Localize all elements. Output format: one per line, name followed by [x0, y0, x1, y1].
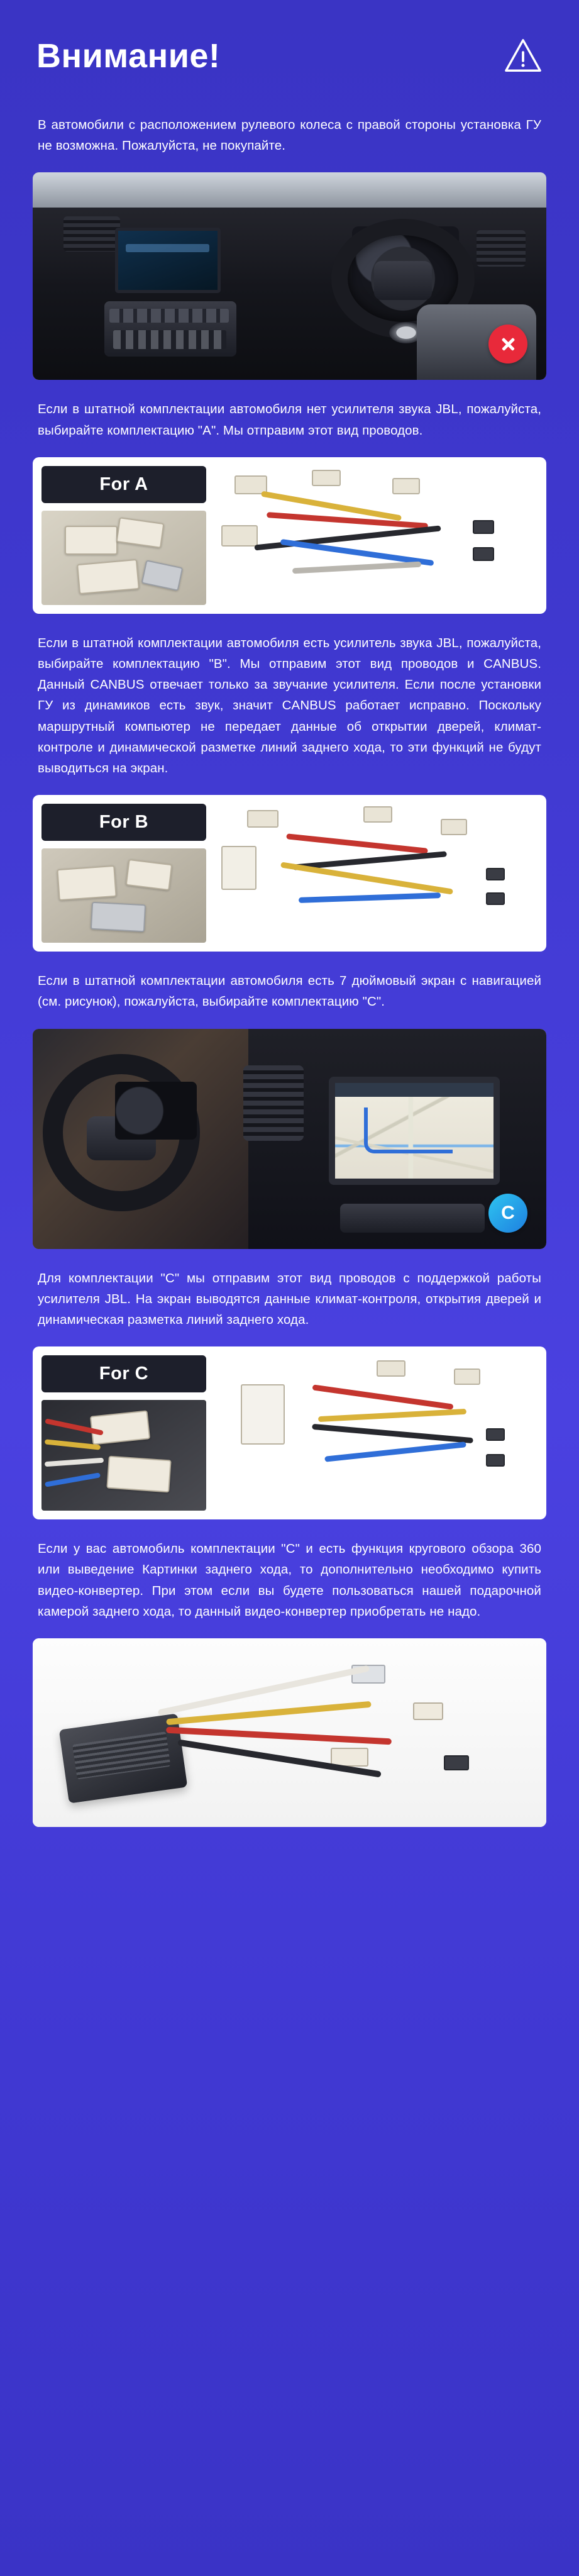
- connector-b3: [91, 902, 146, 932]
- paragraph-option-c-screen: Если в штатной комплектации автомобиля есть 7 дюймовый экран с навигацией (см. рисунок), пожалуйста, выбирайте комплектацию "C".: [38, 974, 541, 1009]
- plate-for-a: For A: [41, 466, 206, 503]
- wire-grey: [292, 561, 421, 574]
- photo-card-video-converter: [33, 1638, 546, 1827]
- paragraph-option-c-wires: Для комплектации "C" мы отправим этот вид проводов с поддержкой работы усилителя JBL. На экран выводятся данные климат-контроля, открытия дверей и динамическая разметка линий заднего хода.: [38, 1270, 541, 1328]
- photo-connectors-c: [41, 1400, 206, 1511]
- card-b-left: [41, 804, 206, 943]
- card-b-right: [215, 804, 538, 927]
- page-title: Внимание!: [36, 37, 221, 75]
- connector-1: [65, 526, 118, 555]
- photo-rhd-dashboard: [33, 172, 546, 380]
- paragraph-video-converter: Если у вас автомобиль комплектации "C" и есть функция кругового обзора 360 или выведение Картинки заднего хода, то дополнительно необходимо купить видео-конвертер. При этом если вы будете пользоваться нашей подарочной камерой заднего хода, то данный видео-конвертер приобретать не надо.: [38, 1541, 541, 1619]
- wire-white-c: [45, 1458, 104, 1467]
- photo-video-converter: [33, 1638, 546, 1827]
- card-a-left: [41, 466, 206, 605]
- harness-connector-a5: [473, 520, 494, 534]
- plate-for-b: For B: [41, 804, 206, 841]
- card-c-content: [41, 1355, 538, 1511]
- wire-black-c2: [312, 1424, 473, 1443]
- connector-c1: [89, 1411, 150, 1445]
- connector-3: [77, 559, 140, 594]
- page-header: [33, 0, 546, 97]
- wire-blue-c2: [325, 1441, 466, 1462]
- harness-connector-c1: [377, 1360, 405, 1377]
- air-vent-right: [477, 230, 526, 267]
- converter-connector-2: [413, 1702, 443, 1720]
- harness-connector-a3: [392, 478, 420, 494]
- air-vent-center: [243, 1065, 304, 1141]
- center-console: [104, 301, 236, 357]
- card-a-right: [215, 466, 538, 589]
- photo-harness-c: [215, 1355, 538, 1485]
- photo-connectors-a: [41, 511, 206, 605]
- harness-connector-b1: [247, 810, 278, 828]
- wire-black: [254, 525, 441, 550]
- harness-c-graphic: [215, 1355, 538, 1485]
- connector-4: [141, 560, 184, 591]
- card-b-content: [41, 804, 538, 943]
- harness-connector-a6: [473, 547, 494, 561]
- windshield-area: [33, 172, 546, 208]
- canbus-module: [221, 846, 256, 890]
- paragraph-rhd-warning: В автомобили с расположением рулевого колеса с правой стороны установка ГУ не возможна. Пожалуйста, не покупайте.: [38, 118, 541, 153]
- instrument-cluster-2: [115, 1082, 197, 1140]
- card-option-c: [33, 1346, 546, 1519]
- harness-connector-b5: [486, 892, 505, 905]
- card-option-b: [33, 795, 546, 952]
- close-icon: [499, 335, 517, 353]
- screen-status-bar: [335, 1083, 494, 1097]
- photo-navi-dashboard: [33, 1029, 546, 1249]
- paragraph-option-a: Если в штатной комплектации автомобиля нет усилителя звука JBL, пожалуйста, выбирайте комплектацию "A". Мы отправим этот вид проводов.: [38, 402, 541, 438]
- card-c-left: [41, 1355, 206, 1511]
- paragraph-option-b: Если в штатной комплектации автомобиля есть усилитель звука JBL, пожалуйста, выбирайте комплектацию "B". Мы отправим этот вид проводов и CANBUS. Данный CANBUS отвечает только за звучание усилителя. Если после установки ГУ из динамиков есть звук, значит CANBUS работает исправно. Поскольку маршрутный компьютер не передает данные об открытии дверей, климат-контроле и динамической разметке линий заднего хода, то эти функций не будут выводиться на экран.: [38, 635, 541, 776]
- harness-a-graphic: [215, 466, 538, 589]
- wire-red-b: [286, 833, 427, 854]
- connector-c2: [106, 1455, 171, 1492]
- connector-b2: [126, 859, 173, 891]
- badge-not-supported: [488, 325, 527, 364]
- harness-b-graphic: [215, 804, 538, 927]
- wire-red: [267, 512, 428, 529]
- wire-red-c2: [312, 1384, 453, 1409]
- connector-2: [116, 517, 164, 548]
- connector-b1: [57, 865, 117, 901]
- climate-controls: [340, 1204, 485, 1233]
- plate-for-c: For C: [41, 1355, 206, 1392]
- card-option-a: [33, 457, 546, 614]
- photo-card-navi-dashboard: [33, 1029, 546, 1249]
- photo-card-rhd-dashboard: [33, 172, 546, 380]
- route-line: [364, 1108, 453, 1153]
- photo-harness-b: [215, 804, 538, 927]
- wire-yellow-c2: [318, 1409, 466, 1422]
- head-unit-screen: [115, 228, 221, 293]
- air-vent-left: [63, 216, 120, 252]
- factory-navigation-screen: [329, 1077, 500, 1185]
- card-c-right: [215, 1355, 538, 1485]
- converter-connector-4: [444, 1755, 469, 1770]
- warning-triangle-icon: [504, 36, 543, 75]
- harness-connector-b3: [441, 819, 467, 835]
- harness-connector-a2: [312, 470, 341, 486]
- bottom-spacer: [33, 1846, 546, 1871]
- card-a-content: [41, 466, 538, 605]
- wire-blue-b: [299, 892, 441, 903]
- photo-connectors-b: [41, 848, 206, 943]
- harness-connector-c4: [486, 1454, 505, 1467]
- harness-connector-c2: [454, 1368, 480, 1385]
- wire-blue-c: [45, 1473, 101, 1487]
- wire-yellow-b: [280, 862, 453, 894]
- harness-connector-b4: [486, 868, 505, 880]
- harness-connector-a4: [221, 525, 258, 547]
- canbus-box-c: [241, 1384, 285, 1445]
- harness-connector-c3: [486, 1428, 505, 1441]
- harness-connector-b2: [363, 806, 392, 823]
- badge-option-c: C: [488, 1194, 527, 1233]
- photo-harness-a: [215, 466, 538, 589]
